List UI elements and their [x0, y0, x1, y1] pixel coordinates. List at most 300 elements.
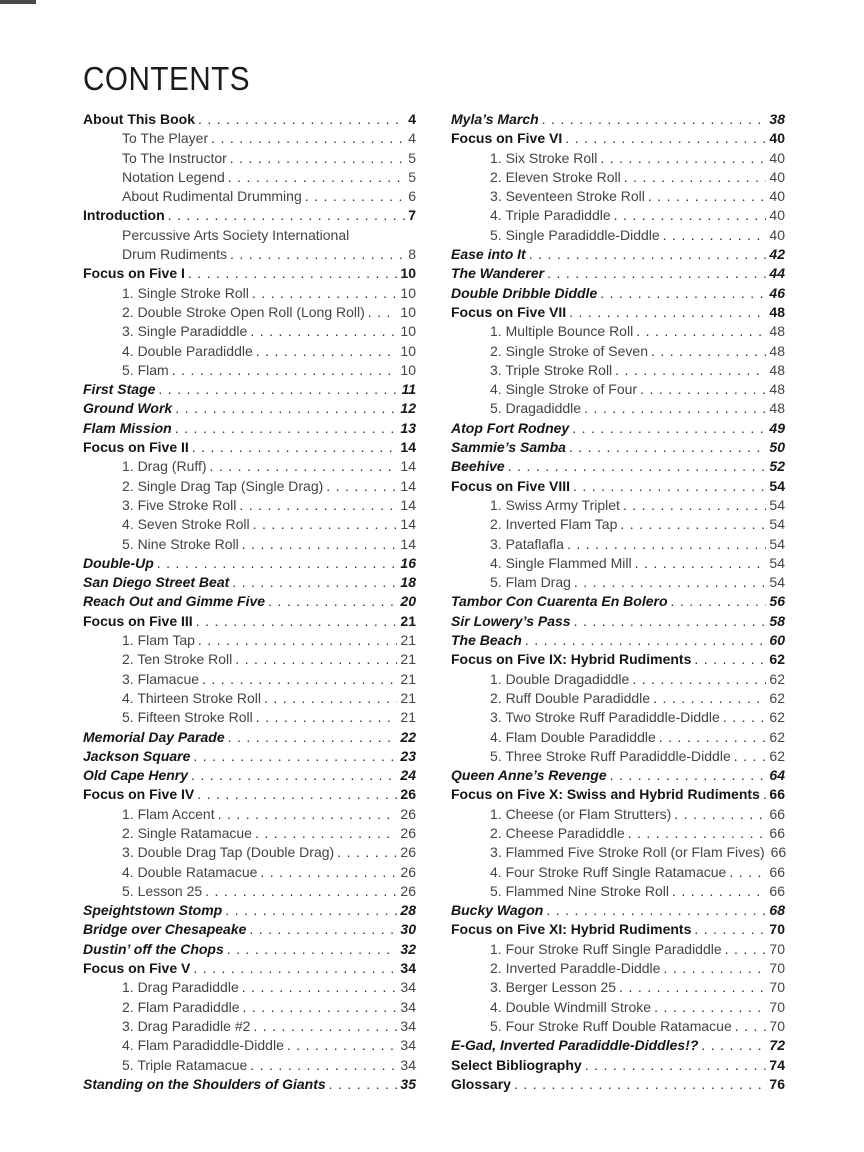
toc-entry	[83, 959, 416, 978]
dot-leader	[158, 380, 398, 399]
toc-entry	[83, 168, 416, 187]
dot-leader	[253, 1017, 397, 1036]
toc-entry	[451, 535, 785, 554]
toc-entry-line	[83, 901, 416, 920]
toc-entry-line	[451, 206, 785, 225]
toc-entry-page: 18	[400, 574, 416, 591]
toc-entry-label: 2. Single Ratamacue	[122, 824, 252, 841]
dot-leader	[196, 612, 398, 631]
dot-leader	[584, 399, 766, 418]
toc-entry-label: The Wanderer	[451, 265, 545, 282]
toc-entry-line	[83, 457, 416, 476]
dot-leader	[230, 149, 405, 168]
dot-leader	[674, 805, 766, 824]
toc-entry	[451, 361, 785, 380]
toc-entry-line	[83, 438, 416, 457]
toc-entry	[451, 226, 785, 245]
dot-leader	[632, 670, 766, 689]
dot-leader	[198, 110, 405, 129]
toc-entry-line	[451, 650, 785, 669]
toc-entry-label: To The Player	[122, 130, 209, 147]
dot-leader	[525, 631, 767, 650]
toc-entry-page: 10	[400, 323, 416, 340]
toc-entry-label: About This Book	[83, 111, 195, 127]
dot-leader	[239, 496, 397, 515]
toc-entry-page: 42	[769, 246, 785, 263]
dot-leader	[252, 284, 398, 303]
toc-entry-page: 48	[769, 342, 785, 359]
dot-leader	[569, 438, 767, 457]
dot-leader	[256, 708, 398, 727]
toc-entry-line	[451, 708, 785, 727]
toc-entry-label: 1. Six Stroke Roll	[490, 149, 598, 166]
toc-entry-line	[451, 245, 785, 264]
toc-entry	[83, 535, 416, 554]
toc-entry-line	[451, 322, 785, 341]
toc-entry-page: 23	[400, 747, 416, 764]
toc-entry-page: 44	[769, 265, 785, 282]
toc-entry	[451, 284, 785, 303]
toc-entry-page: 49	[769, 419, 785, 436]
toc-entry	[451, 1075, 785, 1094]
toc-entry-page: 4	[408, 130, 416, 147]
toc-entry-line	[451, 1075, 785, 1094]
toc-entry-page: 4	[408, 111, 416, 127]
toc-entry	[83, 612, 416, 631]
dot-leader	[260, 863, 397, 882]
toc-entry-page: 26	[400, 786, 416, 803]
toc-entry	[451, 612, 785, 631]
toc-entry-label: Focus on Five IV	[83, 786, 195, 803]
toc-entry-page: 62	[769, 689, 785, 706]
toc-entry-label: Bucky Wagon	[451, 902, 544, 919]
dot-leader	[242, 978, 398, 997]
toc-entry-page: 46	[769, 284, 785, 301]
toc-entry	[83, 515, 416, 534]
toc-entry-line	[451, 284, 785, 303]
toc-entry-line	[83, 785, 416, 804]
toc-entry-label: 5. Single Paradiddle-Diddle	[490, 226, 660, 243]
toc-entry	[451, 631, 785, 650]
toc-entry-label: Reach Out and Gimme Five	[83, 593, 266, 610]
dot-leader	[574, 573, 767, 592]
toc-entry-line	[451, 920, 785, 939]
dot-leader	[508, 457, 767, 476]
toc-entry	[83, 457, 416, 476]
toc-entry	[451, 843, 785, 862]
toc-entry-line	[83, 747, 416, 766]
toc-entry-page: 34	[400, 1017, 416, 1034]
toc-entry-line	[451, 361, 785, 380]
toc-entry-page: 50	[769, 439, 785, 456]
toc-entry-label: Focus on Five XI: Hybrid Rudiments	[451, 921, 692, 938]
toc-entry-line	[451, 129, 785, 148]
toc-entry-line	[451, 863, 785, 882]
toc-entry-label: Focus on Five III	[83, 612, 193, 629]
toc-entry	[83, 824, 416, 843]
toc-entry-line	[83, 168, 416, 187]
dot-leader	[218, 805, 398, 824]
toc-entry	[83, 1075, 416, 1094]
dot-leader	[255, 824, 397, 843]
toc-entry	[83, 419, 416, 438]
toc-entry-line	[83, 650, 416, 669]
toc-entry-page: 5	[408, 168, 416, 185]
toc-entry-label: Glossary	[451, 1075, 511, 1092]
toc-entry-label: 5. Triple Ratamacue	[122, 1056, 248, 1073]
dot-leader	[620, 515, 766, 534]
toc-entry	[83, 322, 416, 341]
dot-leader	[585, 1056, 767, 1075]
toc-entry	[83, 1056, 416, 1075]
toc-entry-label: 3. Single Paradiddle	[122, 323, 248, 340]
toc-entry-label: 5. Fifteen Stroke Roll	[122, 709, 253, 726]
toc-entry-label: 4. Single Stroke of Four	[490, 381, 638, 398]
dot-leader	[249, 920, 397, 939]
toc-entry-line	[451, 399, 785, 418]
toc-entry-line	[83, 342, 416, 361]
toc-entry-label: 3. Flammed Five Stroke Roll (or Flam Fives)	[490, 844, 765, 861]
toc-entry-page: 26	[400, 824, 416, 841]
toc-entry-line	[83, 805, 416, 824]
dot-leader	[235, 650, 397, 669]
toc-entry-line	[83, 419, 416, 438]
toc-entry-line	[451, 226, 785, 245]
toc-entry	[451, 573, 785, 592]
dot-leader	[192, 438, 398, 457]
toc-entry-line	[83, 843, 416, 862]
toc-entry-line	[451, 940, 785, 959]
dot-leader	[188, 264, 398, 283]
toc-entry-page: 14	[400, 516, 416, 533]
toc-entry	[451, 438, 785, 457]
toc-entry-label: Ease into It	[451, 246, 526, 263]
toc-entry-page: 40	[769, 168, 785, 185]
toc-entry	[451, 728, 785, 747]
toc-entry-line	[83, 1075, 416, 1094]
toc-entry-page: 26	[400, 805, 416, 822]
toc-entry	[451, 303, 785, 322]
toc-entry	[83, 573, 416, 592]
toc-entry-label: 5. Dragadiddle	[490, 400, 582, 417]
toc-columns	[83, 110, 785, 1094]
toc-entry-page: 58	[769, 612, 785, 629]
toc-entry-label: San Diego Street Beat	[83, 574, 230, 591]
toc-entry-line	[83, 882, 416, 901]
dot-leader	[191, 766, 397, 785]
toc-entry-page: 28	[400, 902, 416, 919]
toc-entry-page: 54	[769, 516, 785, 533]
toc-entry	[451, 206, 785, 225]
toc-entry-line	[451, 380, 785, 399]
toc-entry-line	[83, 670, 416, 689]
dot-leader	[542, 110, 767, 129]
toc-entry-page: 40	[769, 207, 785, 224]
dot-leader	[567, 535, 766, 554]
toc-entry-line	[451, 554, 785, 573]
toc-entry	[451, 785, 785, 804]
toc-entry	[451, 998, 785, 1017]
toc-entry-page: 48	[769, 400, 785, 417]
toc-entry-page: 21	[400, 651, 416, 668]
toc-entry-page: 70	[769, 979, 785, 996]
toc-entry-label: 3. Pataflafla	[490, 535, 564, 552]
toc-entry-page: 66	[769, 882, 785, 899]
toc-entry	[451, 863, 785, 882]
toc-entry-line	[83, 245, 416, 264]
toc-entry-label: Notation Legend	[122, 168, 225, 185]
toc-entry	[83, 477, 416, 496]
dot-leader	[600, 284, 766, 303]
toc-entry-line	[451, 1056, 785, 1075]
toc-entry-label: 1. Flam Accent	[122, 805, 215, 822]
toc-entry-line	[83, 612, 416, 631]
dot-leader	[572, 419, 766, 438]
toc-entry	[451, 901, 785, 920]
dot-leader	[623, 496, 767, 515]
toc-entry-page: 48	[769, 361, 785, 378]
toc-entry-page: 21	[400, 612, 416, 629]
dot-leader	[565, 129, 766, 148]
dot-leader	[734, 747, 767, 766]
toc-entry-line	[83, 361, 416, 380]
toc-entry-page: 10	[400, 361, 416, 378]
toc-entry-line	[451, 1036, 785, 1055]
toc-entry-label: 2. Flam Paradiddle	[122, 998, 240, 1015]
toc-entry-page: 10	[400, 342, 416, 359]
toc-entry-label: Flam Mission	[83, 419, 172, 436]
toc-entry-line	[83, 998, 416, 1017]
toc-entry-page: 26	[400, 844, 416, 861]
dot-leader	[694, 920, 766, 939]
toc-entry-label: Bridge over Chesapeake	[83, 921, 247, 938]
toc-entry-page: 54	[769, 496, 785, 513]
toc-entry-label: 3. Two Stroke Ruff Paradiddle-Diddle	[490, 709, 720, 726]
toc-entry	[451, 805, 785, 824]
toc-entry-page: 54	[769, 477, 785, 494]
toc-entry-page: 72	[769, 1037, 785, 1054]
toc-entry-label: 2. Inverted Paraddle-Diddle	[490, 960, 661, 977]
dot-leader	[287, 1036, 398, 1055]
toc-entry-page: 56	[769, 593, 785, 610]
toc-entry-line	[83, 322, 416, 341]
toc-entry-label: 1. Drag (Ruff)	[122, 458, 207, 475]
toc-entry-page: 66	[770, 844, 787, 861]
toc-entry-line	[83, 303, 416, 322]
toc-entry-line	[451, 631, 785, 650]
toc-entry-page: 40	[769, 188, 785, 205]
toc-entry-label: Focus on Five V	[83, 960, 191, 977]
dot-leader	[211, 129, 405, 148]
toc-entry-page: 40	[769, 226, 785, 243]
toc-entry-page: 34	[400, 1056, 416, 1073]
dot-leader	[735, 1017, 767, 1036]
toc-entry-label: Dustin’ off the Chops	[83, 940, 224, 957]
toc-entry-label: Focus on Five X: Swiss and Hybrid Rudiments	[451, 786, 760, 803]
toc-entry	[83, 1036, 416, 1055]
toc-entry	[451, 824, 785, 843]
toc-entry-label: Old Cape Henry	[83, 767, 189, 784]
dot-leader	[654, 998, 766, 1017]
dot-leader	[368, 303, 398, 322]
dot-leader	[172, 361, 398, 380]
toc-entry-line	[451, 592, 785, 611]
toc-entry-line	[451, 477, 785, 496]
toc-entry-page: 54	[769, 574, 785, 591]
toc-entry-label: Atop Fort Rodney	[451, 419, 570, 436]
dot-leader	[202, 670, 397, 689]
toc-entry	[451, 419, 785, 438]
toc-entry-label: Double-Up	[83, 554, 154, 571]
dot-leader	[636, 322, 766, 341]
toc-entry-page: 34	[400, 979, 416, 996]
dot-leader	[547, 264, 766, 283]
toc-entry-page: 10	[400, 303, 416, 320]
toc-entry-page: 5	[408, 149, 416, 166]
toc-entry	[83, 284, 416, 303]
toc-entry-page: 26	[400, 863, 416, 880]
dot-leader	[619, 978, 766, 997]
toc-entry-label: 2. Single Drag Tap (Single Drag)	[122, 477, 324, 494]
dot-leader	[651, 342, 766, 361]
toc-entry	[451, 149, 785, 168]
toc-entry-page: 11	[401, 381, 416, 398]
toc-entry	[83, 689, 416, 708]
dot-leader	[227, 940, 398, 959]
dot-leader	[640, 380, 766, 399]
toc-entry	[451, 515, 785, 534]
dot-leader	[701, 1036, 766, 1055]
toc-entry	[451, 322, 785, 341]
toc-entry-line	[83, 592, 416, 611]
toc-entry-label: Sammie’s Samba	[451, 439, 566, 456]
toc-entry-page: 14	[400, 477, 416, 494]
toc-entry	[451, 457, 785, 476]
dot-leader	[573, 477, 766, 496]
toc-entry-line	[451, 843, 785, 862]
toc-entry-line	[83, 766, 416, 785]
toc-entry	[451, 264, 785, 283]
toc-entry-page: 21	[400, 709, 416, 726]
dot-leader	[193, 959, 397, 978]
toc-entry-page: 14	[400, 458, 416, 475]
toc-entry-page: 10	[400, 284, 416, 301]
toc-entry	[451, 129, 785, 148]
toc-entry-label: 1. Single Stroke Roll	[122, 284, 249, 301]
toc-entry-page: 24	[400, 767, 416, 784]
toc-entry-label: 5. Flammed Nine Stroke Roll	[490, 882, 669, 899]
toc-entry-line	[83, 206, 416, 225]
toc-entry-label: Focus on Five IX: Hybrid Rudiments	[451, 651, 692, 668]
toc-entry-line	[451, 1017, 785, 1036]
toc-entry	[451, 766, 785, 785]
toc-entry-page: 66	[769, 805, 785, 822]
toc-entry-page: 8	[408, 246, 416, 263]
toc-entry-label: Queen Anne’s Revenge	[451, 767, 607, 784]
toc-entry	[451, 1036, 785, 1055]
dot-leader	[193, 747, 397, 766]
toc-entry-line	[451, 187, 785, 206]
dot-leader	[256, 342, 398, 361]
dot-leader	[337, 843, 397, 862]
toc-entry	[451, 477, 785, 496]
dot-leader	[157, 554, 398, 573]
toc-entry-line	[451, 515, 785, 534]
toc-entry-page: 14	[400, 439, 416, 456]
toc-entry-line	[83, 1036, 416, 1055]
dot-leader	[305, 187, 405, 206]
toc-entry-page: 14	[400, 535, 416, 552]
toc-entry-label: About Rudimental Drumming	[122, 188, 302, 205]
toc-entry-label: 4. Four Stroke Ruff Single Ratamacue	[490, 863, 727, 880]
toc-entry	[83, 438, 416, 457]
toc-entry-line	[83, 496, 416, 515]
toc-entry-label: 2. Ruff Double Paradiddle	[490, 689, 651, 706]
toc-entry-line	[451, 457, 785, 476]
toc-entry	[83, 496, 416, 515]
toc-entry-page: 10	[400, 265, 416, 282]
toc-entry-line	[451, 419, 785, 438]
dot-leader	[243, 998, 398, 1017]
toc-entry-page: 34	[400, 960, 416, 977]
toc-entry-label: Speightstown Stomp	[83, 902, 223, 919]
toc-entry	[451, 920, 785, 939]
dot-leader	[264, 689, 397, 708]
toc-entry-label: 3. Flamacue	[122, 670, 200, 687]
toc-entry-line	[451, 670, 785, 689]
toc-entry-page: 6	[408, 188, 416, 205]
dot-leader	[663, 226, 767, 245]
toc-entry	[83, 264, 416, 283]
toc-entry-line	[83, 863, 416, 882]
toc-entry-label: 2. Eleven Stroke Roll	[490, 168, 621, 185]
toc-entry-page: 22	[400, 728, 416, 745]
toc-entry-label: 2. Inverted Flam Tap	[490, 516, 618, 533]
toc-entry	[451, 245, 785, 264]
toc-entry-line	[451, 959, 785, 978]
dot-leader	[210, 457, 398, 476]
toc-entry	[83, 978, 416, 997]
toc-entry-label: Memorial Day Parade	[83, 728, 225, 745]
toc-entry-line	[451, 535, 785, 554]
toc-entry-line	[451, 901, 785, 920]
toc-entry-page: 54	[769, 554, 785, 571]
toc-entry-page: 60	[769, 632, 785, 649]
dot-leader	[635, 554, 767, 573]
toc-entry-line	[451, 998, 785, 1017]
toc-entry-label: 4. Single Flammed Mill	[490, 554, 632, 571]
toc-entry	[83, 920, 416, 939]
toc-entry-page: 70	[769, 998, 785, 1015]
toc-entry-line	[451, 766, 785, 785]
dot-leader	[250, 1056, 397, 1075]
toc-entry	[83, 882, 416, 901]
toc-entry	[451, 670, 785, 689]
toc-entry	[451, 554, 785, 573]
toc-entry-line	[83, 824, 416, 843]
dot-leader	[725, 940, 767, 959]
toc-entry-label: 1. Cheese (or Flam Strutters)	[490, 805, 672, 822]
toc-entry-label: 5. Flam	[122, 361, 169, 378]
toc-entry	[451, 747, 785, 766]
toc-entry-label: 2. Double Stroke Open Roll (Long Roll)	[122, 303, 365, 320]
toc-entry-page: 62	[769, 747, 785, 764]
toc-entry	[451, 978, 785, 997]
toc-entry-page: 70	[769, 921, 785, 938]
toc-entry-line	[451, 785, 785, 804]
toc-entry-label: 4. Seven Stroke Roll	[122, 516, 250, 533]
toc-entry-line	[83, 264, 416, 283]
